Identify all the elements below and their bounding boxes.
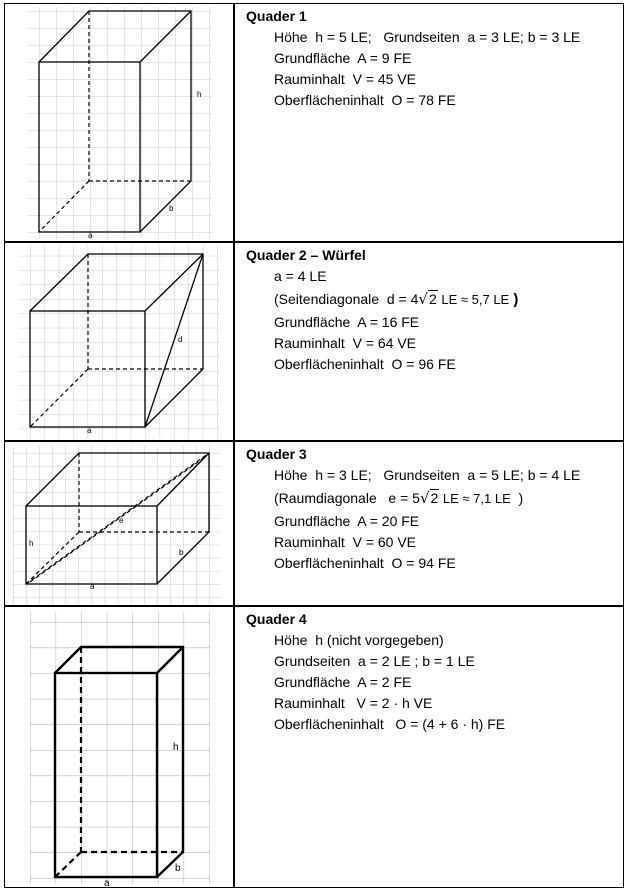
label-b: b	[169, 204, 174, 213]
label-a: a	[90, 582, 95, 591]
label-h: h	[173, 742, 179, 753]
surface-area: Oberflächeninhalt O = (4 + 6 · h) FE	[274, 716, 506, 732]
base-area: Grundfläche A = 20 FE	[274, 513, 420, 529]
sqrt-symbol: √	[419, 489, 430, 507]
quader-3-title: Quader 3	[246, 446, 307, 462]
dimensions: Höhe h = 3 LE; Grundseiten a = 5 LE; b = 4 LE	[274, 467, 581, 483]
quader-4-description	[246, 609, 505, 735]
quader-2-diagram	[20, 245, 220, 438]
volume: Rauminhalt V = 2 · h VE	[274, 695, 433, 711]
label-b: b	[175, 863, 181, 874]
surface-area: Oberflächeninhalt O = 96 FE	[274, 356, 456, 372]
surface-area: Oberflächeninhalt O = 94 FE	[274, 555, 456, 571]
dimensions: Höhe h = 5 LE; Grundseiten a = 3 LE; b = 3 LE	[274, 29, 581, 45]
quader-2-description	[246, 245, 518, 375]
quader-1-title: Quader 1	[246, 8, 307, 24]
dimensions: a = 4 LE	[274, 268, 327, 284]
label-a: a	[88, 231, 93, 240]
label-h: h	[29, 539, 34, 548]
volume: Rauminhalt V = 60 VE	[274, 534, 417, 550]
label-a: a	[104, 878, 110, 889]
quader-3-description	[246, 444, 580, 574]
label-e: e	[119, 516, 124, 525]
surface-area: Oberflächeninhalt O = 78 FE	[274, 92, 456, 108]
space-diagonal: (Raumdiagonale e = 5√2 LE ≈ 7,1 LE )	[274, 489, 524, 507]
base-area: Grundfläche A = 9 FE	[274, 50, 412, 66]
quader-2-title: Quader 2 – Würfel	[246, 247, 366, 263]
sqrt-symbol: √	[418, 290, 428, 308]
quader-4-diagram	[30, 612, 210, 889]
dimensions: Grundseiten a = 2 LE ; b = 1 LE	[274, 653, 475, 669]
quader-1-description	[246, 6, 580, 111]
label-h: h	[197, 90, 202, 99]
volume: Rauminhalt V = 45 VE	[274, 71, 417, 87]
face-diagonal: (Seitendiagonale d = 4√2 LE ≈ 5,7 LE )	[274, 290, 519, 308]
label-d: d	[178, 335, 183, 344]
quader-3-diagram	[13, 446, 220, 604]
base-area: Grundfläche A = 16 FE	[274, 314, 420, 330]
quader-4-title: Quader 4	[246, 611, 307, 627]
quader-1-diagram	[28, 7, 212, 240]
label-a: a	[87, 426, 92, 435]
base-area: Grundfläche A = 2 FE	[274, 674, 412, 690]
height: Höhe h (nicht vorgegeben)	[274, 632, 444, 648]
label-b: b	[179, 548, 184, 557]
volume: Rauminhalt V = 64 VE	[274, 335, 417, 351]
